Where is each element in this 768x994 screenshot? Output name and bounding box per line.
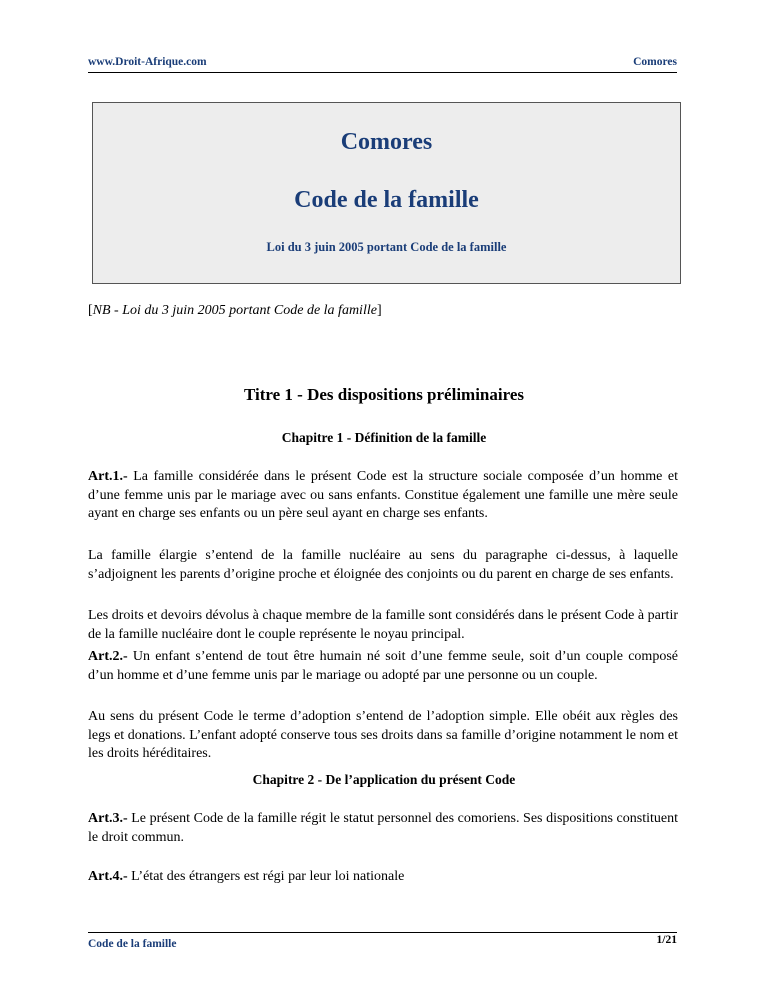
page-header: [88, 56, 677, 73]
title-country: Comores: [340, 129, 433, 155]
art-2-label: Art.2.-: [88, 649, 128, 664]
footer-title: Code de la famille: [88, 938, 177, 950]
header-country: Comores: [633, 56, 677, 68]
nb-close-bracket: ]: [376, 303, 382, 318]
chapitre-1-heading: Chapitre 1 - Définition de la famille: [281, 430, 487, 445]
art-2-paragraph: [88, 648, 678, 685]
art-2-text: Un enfant s’entend de tout être humain né soit d’une femme seule, soit d’un couple composé d’un homme et d’une femme unis par le mariage ou adopté par une personne ou un couple.: [88, 649, 678, 683]
art-1-paragraph-2: La famille élargie s’entend de la famille nucléaire au sens du paragraphe ci-dessus, à laquelle s’adjoignent les parents d’origine proche et éloignée des conjoints ou du parent en charge de ses enfants.: [88, 548, 678, 582]
art-1-label: Art.1.-: [88, 469, 128, 484]
nb-note: [88, 303, 382, 319]
art-1-paragraph: [88, 468, 678, 524]
art-1-text: La famille considérée dans le présent Code est la structure sociale composée d’un homme et d’une femme unis par le mariage avec ou sans enfants. Constitue également une famille une mère seule ayant en charge ses enfants ou un père seul ayant en charge ses enfants.: [88, 469, 678, 521]
header-site-link[interactable]: www.Droit-Afrique.com: [88, 56, 207, 68]
art-4-label: Art.4.-: [88, 869, 128, 884]
titre-1-heading: Titre 1 - Des dispositions préliminaires: [243, 385, 525, 404]
nb-text: NB - Loi du 3 juin 2005 portant Code de la famille: [92, 303, 377, 318]
nb-open-bracket: [: [88, 303, 93, 318]
art-3-text: Le présent Code de la famille régit le statut personnel des comoriens. Ses dispositions constituent le droit commun.: [88, 811, 678, 845]
art-1-paragraph-3: Les droits et devoirs dévolus à chaque membre de la famille sont considérés dans le présent Code à partir de la famille nucléaire dont le couple représente le noyau principal.: [88, 608, 678, 642]
title-box: [92, 102, 681, 284]
art-4-paragraph: [88, 868, 678, 887]
document-title: Code de la famille: [294, 187, 479, 213]
art-3-label: Art.3.-: [88, 811, 128, 826]
page-footer: [88, 932, 677, 950]
page-number: 1/21: [656, 934, 677, 946]
art-2-paragraph-2: Au sens du présent Code le terme d’adoption s’entend de l’adoption simple. Elle obéit aux règles des legs et donations. L’enfant adopté conserve tous ses droits dans sa famille d’origine notamment le nom et les droits héréditaires.: [88, 709, 678, 761]
document-subtitle: Loi du 3 juin 2005 portant Code de la famille: [266, 240, 507, 254]
chapitre-2-heading: Chapitre 2 - De l’application du présent Code: [252, 772, 516, 787]
art-3-paragraph: [88, 810, 678, 847]
art-4-text: L’état des étrangers est régi par leur loi nationale: [127, 869, 405, 884]
